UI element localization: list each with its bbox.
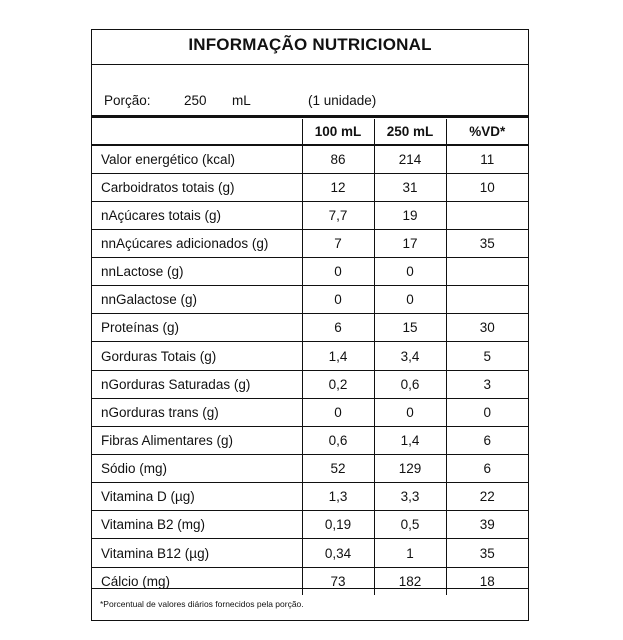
value-250ml: 1,4 [374, 426, 446, 454]
value-250ml: 1 [374, 539, 446, 567]
table-row [92, 426, 528, 454]
value-250ml: 3,3 [374, 483, 446, 511]
value-250ml: 0 [374, 258, 446, 286]
value-100ml: 0 [302, 258, 374, 286]
table-row [92, 173, 528, 201]
nutrient-name: nAçúcares totais (g) [92, 201, 302, 229]
nutrient-name: Proteínas (g) [92, 314, 302, 342]
label-title: INFORMAÇÃO NUTRICIONAL [188, 35, 432, 54]
value-100ml: 86 [302, 145, 374, 173]
table-row [92, 567, 528, 595]
nutrient-name: Vitamina B2 (mg) [92, 511, 302, 539]
column-header-250ml: 250 mL [374, 119, 446, 145]
value-vd: 10 [446, 173, 528, 201]
serving-amount: 250 [184, 93, 207, 108]
value-vd [446, 201, 528, 229]
value-100ml: 7,7 [302, 201, 374, 229]
value-250ml: 182 [374, 567, 446, 595]
nutrient-name: nnAçúcares adicionados (g) [92, 229, 302, 257]
serving-unit: mL [232, 93, 251, 108]
value-100ml: 0 [302, 286, 374, 314]
table-row [92, 229, 528, 257]
value-100ml: 73 [302, 567, 374, 595]
table-row [92, 398, 528, 426]
table-row [92, 286, 528, 314]
value-100ml: 12 [302, 173, 374, 201]
footnote: *Porcentual de valores diários fornecidos pela porção. [100, 599, 304, 609]
value-vd: 0 [446, 398, 528, 426]
value-250ml: 0 [374, 398, 446, 426]
header-divider [92, 115, 528, 118]
value-100ml: 6 [302, 314, 374, 342]
column-header-blank [92, 119, 302, 145]
value-100ml: 1,3 [302, 483, 374, 511]
table-row [92, 258, 528, 286]
column-header-vd: %VD* [446, 119, 528, 145]
nutrient-name: Cálcio (mg) [92, 567, 302, 595]
value-vd: 35 [446, 229, 528, 257]
value-vd: 6 [446, 455, 528, 483]
value-vd: 39 [446, 511, 528, 539]
value-250ml: 214 [374, 145, 446, 173]
nutrient-name: Vitamina B12 (µg) [92, 539, 302, 567]
value-vd [446, 286, 528, 314]
nutrient-name: Fibras Alimentares (g) [92, 426, 302, 454]
table-row [92, 539, 528, 567]
column-header-row [92, 119, 528, 145]
value-vd [446, 258, 528, 286]
value-100ml: 0,34 [302, 539, 374, 567]
nutrient-name: Sódio (mg) [92, 455, 302, 483]
nutrient-name: nnGalactose (g) [92, 286, 302, 314]
value-250ml: 19 [374, 201, 446, 229]
table-row [92, 511, 528, 539]
value-vd: 11 [446, 145, 528, 173]
value-250ml: 15 [374, 314, 446, 342]
value-vd: 5 [446, 342, 528, 370]
table-row [92, 145, 528, 173]
value-100ml: 7 [302, 229, 374, 257]
footnote-divider [92, 588, 528, 589]
value-250ml: 17 [374, 229, 446, 257]
table-row [92, 342, 528, 370]
value-vd: 3 [446, 370, 528, 398]
table-row [92, 370, 528, 398]
value-250ml: 3,4 [374, 342, 446, 370]
value-vd: 6 [446, 426, 528, 454]
value-250ml: 129 [374, 455, 446, 483]
value-vd: 30 [446, 314, 528, 342]
serving-description: (1 unidade) [308, 93, 377, 108]
nutrition-table [92, 119, 528, 595]
nutrient-name: Gorduras Totais (g) [92, 342, 302, 370]
title-divider [92, 64, 528, 65]
table-row [92, 201, 528, 229]
value-100ml: 0,2 [302, 370, 374, 398]
value-100ml: 1,4 [302, 342, 374, 370]
value-vd: 22 [446, 483, 528, 511]
nutrition-label [91, 29, 529, 621]
value-100ml: 0,19 [302, 511, 374, 539]
value-100ml: 0,6 [302, 426, 374, 454]
table-row [92, 455, 528, 483]
nutrient-name: Carboidratos totais (g) [92, 173, 302, 201]
value-250ml: 0,6 [374, 370, 446, 398]
nutrient-name: nGorduras trans (g) [92, 398, 302, 426]
serving-label: Porção: [104, 93, 151, 108]
value-250ml: 31 [374, 173, 446, 201]
value-250ml: 0,5 [374, 511, 446, 539]
value-100ml: 0 [302, 398, 374, 426]
table-row [92, 314, 528, 342]
value-250ml: 0 [374, 286, 446, 314]
nutrient-name: nnLactose (g) [92, 258, 302, 286]
nutrient-name: Valor energético (kcal) [92, 145, 302, 173]
value-vd: 35 [446, 539, 528, 567]
nutrient-name: nGorduras Saturadas (g) [92, 370, 302, 398]
nutrient-name: Vitamina D (µg) [92, 483, 302, 511]
value-100ml: 52 [302, 455, 374, 483]
table-row [92, 483, 528, 511]
value-vd: 18 [446, 567, 528, 595]
column-header-100ml: 100 mL [302, 119, 374, 145]
